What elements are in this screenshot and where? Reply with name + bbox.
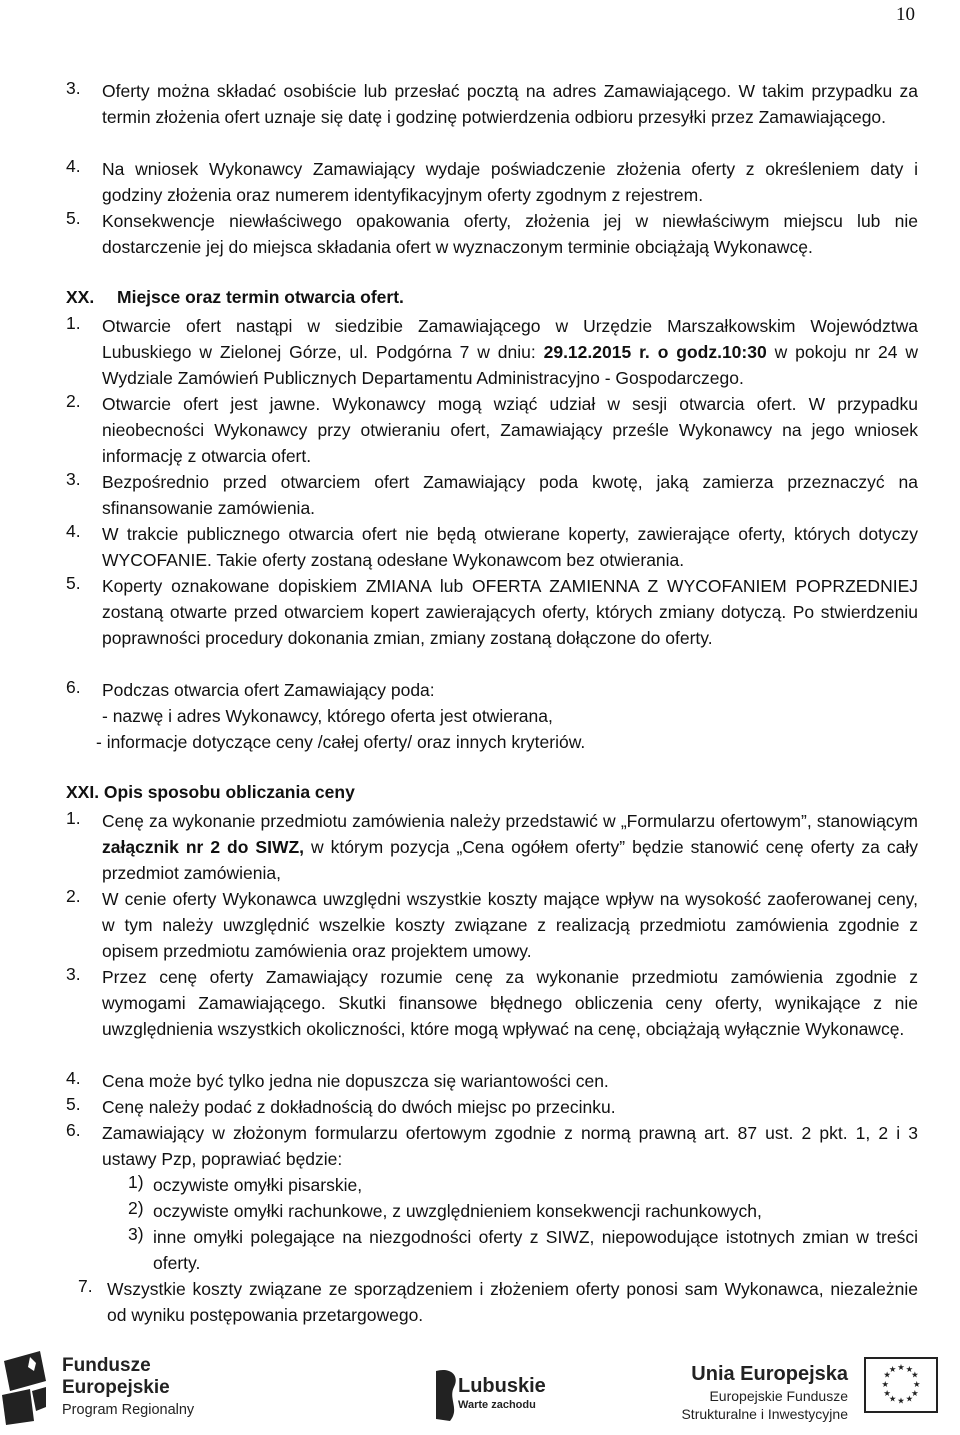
lubuskie-tagline: Warte zachodu <box>458 1399 536 1411</box>
section-title: Miejsce oraz termin otwarcia ofert. <box>117 287 404 307</box>
svg-text:★: ★ <box>911 1369 919 1380</box>
section-title: XXI. Opis sposobu obliczania ceny <box>66 782 355 802</box>
item-number: 3. <box>66 964 81 984</box>
item-text: Cenę należy podać z dokładnością do dwóch miejsc po przecinku. <box>102 1097 616 1117</box>
svg-text:★: ★ <box>881 1378 889 1389</box>
sub-item-number: 2) <box>128 1198 144 1218</box>
item-text: Podczas otwarcia ofert Zamawiający poda: <box>102 680 435 700</box>
item-number: 5. <box>66 208 81 228</box>
item-number: 2. <box>66 886 81 906</box>
item-number: 2. <box>66 391 81 411</box>
svg-text:★: ★ <box>905 1364 914 1374</box>
svg-text:★: ★ <box>897 1395 905 1406</box>
eu-label: Unia Europejska Europejskie Fundusze Strukturalne i Inwestycyjne <box>681 1363 848 1422</box>
section-number: XX. <box>66 287 95 307</box>
item-text: Na wniosek Wykonawcy Zamawiający wydaje poświadczenie złożenia oferty z określeniem daty i godziny złożenia oraz numerem identyfikacyjnym oferty zgodnym z rejestrem. <box>102 159 918 205</box>
svg-text:★: ★ <box>888 1364 897 1374</box>
item-text: Otwarcie ofert nastąpi w siedzibie Zamawiającego w Urzędzie Marszałkowskim Województwa Lubuskiego w Zielonej Górze, ul. Podgórna 7 w dniu: 29.12.2015 r. o godz.10:30 w pokoju nr 24 w Wydziale Zamówień Publicznych Departamentu Administracyjno - Gospodarczego. <box>102 316 919 388</box>
opening-date: 29.12.2015 r. <box>543 342 650 362</box>
fundusze-europejskie-logo-icon <box>0 1351 48 1425</box>
page-number: 10 <box>896 4 915 25</box>
dash-line: - nazwę i adres Wykonawcy, którego oferta jest otwierana, <box>102 706 553 726</box>
footer-logos <box>0 1345 960 1435</box>
attachment-ref: załącznik nr 2 do SIWZ, <box>102 837 305 857</box>
item-number: 7. <box>78 1276 93 1296</box>
item-number: 5. <box>66 1094 81 1114</box>
lubuskie-label: Lubuskie <box>458 1375 546 1397</box>
item-number: 5. <box>66 573 81 593</box>
item-number: 4. <box>66 1068 81 1088</box>
svg-text:★: ★ <box>897 1362 905 1373</box>
svg-text:★: ★ <box>888 1393 897 1404</box>
svg-text:★: ★ <box>883 1388 891 1399</box>
sub-item-text: oczywiste omyłki pisarskie, <box>153 1175 363 1195</box>
sub-item-text: oczywiste omyłki rachunkowe, z uwzględnieniem konsekwencji rachunkowych, <box>153 1201 762 1221</box>
item-text: Otwarcie ofert jest jawne. Wykonawcy mogą wziąć udział w sesji otwarcia ofert. W przypadku nieobecności Wykonawcy przy otwieraniu ofert, Zamawiający prześle Wykonawcy na jego wniosek informację z otwarcia ofert. <box>102 394 918 466</box>
opening-hour: 10:30 <box>721 342 767 362</box>
item-text: Zamawiający w złożonym formularzu ofertowym zgodnie z normą prawną art. 87 ust. 2 pkt. 1, 2 i 3 ustawy Pzp, poprawiać będzie: <box>102 1123 918 1169</box>
item-text: W trakcie publicznego otwarcia ofert nie będą otwierane koperty, zawierające oferty, których dotyczy WYCOFANIE. Takie oferty zostaną odesłane Wykonawcom bez otwierania. <box>102 524 918 570</box>
item-text: Konsekwencje niewłaściwego opakowania oferty, złożenia jej w niewłaściwym miejscu lub nie dostarczenie jej do miejsca składania ofert w wyznaczonym terminie obciążają Wykonawcę. <box>102 211 918 257</box>
dash-line: - informacje dotyczące ceny /całej oferty/ oraz innych kryteriów. <box>96 732 586 752</box>
item-text: W cenie oferty Wykonawca uwzględni wszystkie koszty mające wpływ na wysokość zaoferowanej ceny, w tym należy uwzględnić wszelkie koszty związane z realizacją przedmiotu zamówienia zgodnie z opisem przedmiotu zamówienia oraz projektem umowy. <box>102 889 918 961</box>
svg-text:★: ★ <box>905 1393 914 1404</box>
item-number: 3. <box>66 469 81 489</box>
sub-item-text: inne omyłki polegające na niezgodności oferty z SIWZ, niepowodujące istotnych zmian w treści oferty. <box>153 1227 918 1273</box>
svg-text:★: ★ <box>911 1388 919 1399</box>
item-number: 6. <box>66 677 81 697</box>
item-text: Cenę za wykonanie przedmiotu zamówienia należy przedstawić w „Formularzu ofertowym”, stanowiącym załącznik nr 2 do SIWZ, w którym pozycja „Cena ogółem oferty” będzie stanowić cenę oferty za cały przedmiot zamówienia, <box>102 811 919 883</box>
item-text: Bezpośrednio przed otwarciem ofert Zamawiający poda kwotę, jaką zamierza przeznaczyć na sfinansowanie zamówienia. <box>102 472 918 518</box>
opening-hour-label: o godz. <box>657 342 722 362</box>
item-text: Oferty można składać osobiście lub przesłać pocztą na adres Zamawiającego. W takim przypadku za termin złożenia ofert uznaje się datę i godzinę potwierdzenia odbioru przesyłki przez Zamawiającego. <box>102 81 918 127</box>
eu-flag-icon <box>864 1357 938 1413</box>
item-text: Cena może być tylko jedna nie dopuszcza się wariantowości cen. <box>102 1071 609 1091</box>
sub-item-number: 3) <box>128 1224 144 1244</box>
item-text: Koperty oznakowane dopiskiem ZMIANA lub OFERTA ZAMIENNA Z WYCOFANIEM POPRZEDNIEJ zostaną otwarte przed otwarciem kopert zawierających oferty, których zmiany dotyczą. Po stwierdzeniu poprawności procedury dokonania zmian, zmiany zostaną dołączone do oferty. <box>102 576 918 648</box>
fundusze-europejskie-label: Fundusze Europejskie Program Regionalny <box>62 1355 195 1418</box>
svg-text:★: ★ <box>883 1369 891 1380</box>
sub-item-number: 1) <box>128 1172 144 1192</box>
item-number: 4. <box>66 156 81 176</box>
item-text: Wszystkie koszty związane ze sporządzeniem i złożeniem oferty ponosi sam Wykonawca, niezależnie od wyniku postępowania przetargowego. <box>107 1279 918 1325</box>
item-number: 4. <box>66 521 81 541</box>
svg-text:★: ★ <box>913 1378 921 1389</box>
item-number: 1. <box>66 808 81 828</box>
item-number: 3. <box>66 78 81 98</box>
item-number: 1. <box>66 313 81 333</box>
item-text: Przez cenę oferty Zamawiający rozumie cenę za wykonanie przedmiotu zamówienia zgodnie z wymogami Zamawiającego. Skutki finansowe błędnego obliczenia ceny oferty, wynikające z nie uwzględnienia wszystkich okoliczności, które mogą wpływać na cenę, obciążają wyłącznie Wykonawcę. <box>102 967 918 1039</box>
item-number: 6. <box>66 1120 81 1140</box>
